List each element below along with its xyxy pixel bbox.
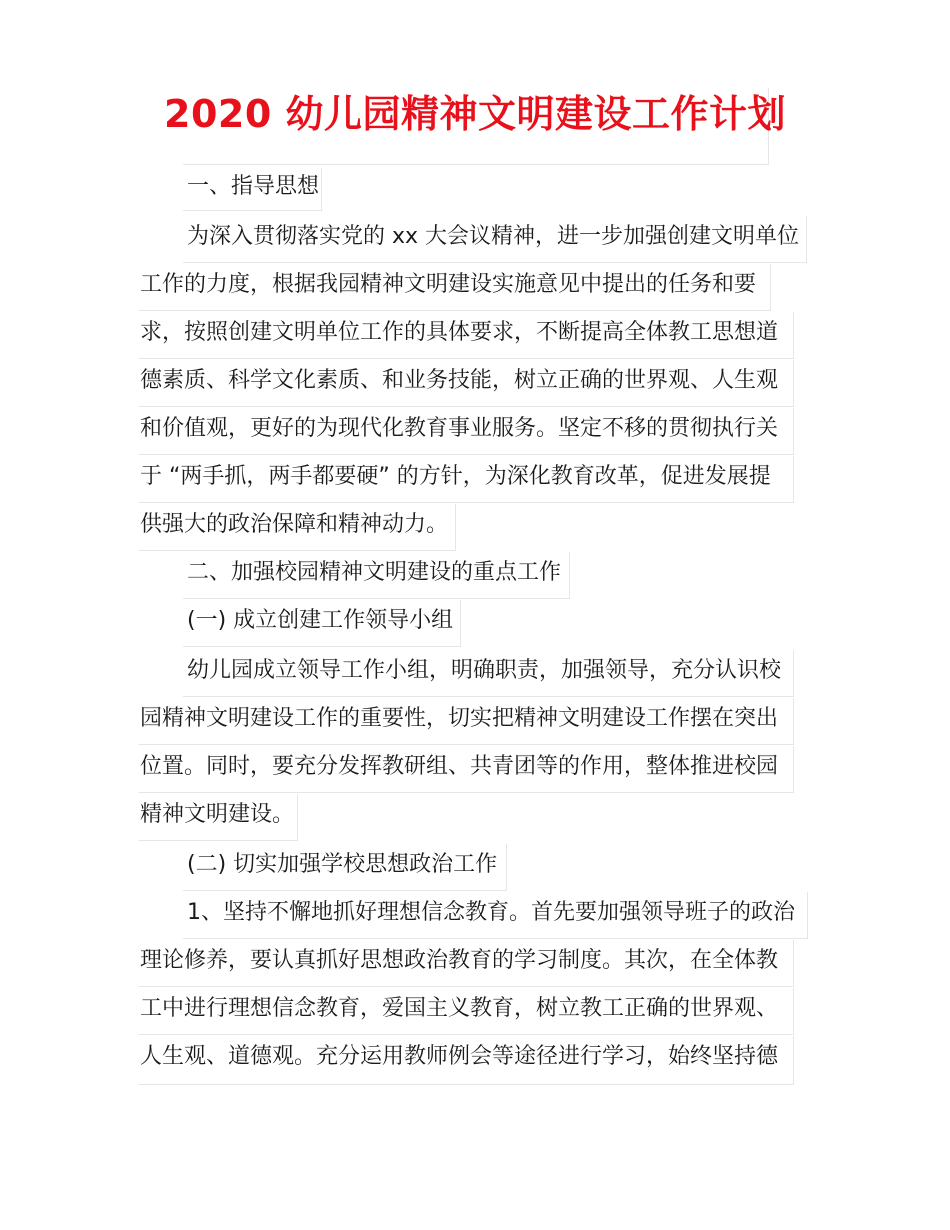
section-heading: 一、指导思想 — [187, 174, 320, 199]
paragraph-line: 人生观、道德观。充分运用教师例会等途径进行学习，始终坚持德 — [140, 1044, 779, 1069]
paragraph-line: 园精神文明建设工作的重要性，切实把精神文明建设工作摆在突出 — [140, 706, 779, 731]
paragraph-line: 于 “两手抓，两手都要硬” 的方针，为深化教育改革，促进发展提 — [140, 464, 771, 489]
paragraph-line: 1、坚持不懈地抓好理想信念教育。首先要加强领导班子的政治 — [187, 900, 795, 925]
paragraph-line: 为深入贯彻落实党的 xx 大会议精神，进一步加强创建文明单位 — [187, 224, 800, 249]
paragraph-line: 幼儿园成立领导工作小组，明确职责，加强领导，充分认识校 — [187, 658, 782, 683]
paragraph-line: 求，按照创建文明单位工作的具体要求，不断提高全体教工思想道 — [140, 320, 779, 345]
paragraph-line: 和价值观，更好的为现代化教育事业服务。坚定不移的贯彻执行关 — [140, 416, 779, 441]
document-title: 2020 幼儿园精神文明建设工作计划 — [164, 92, 786, 136]
paragraph-line: 工中进行理想信念教育，爱国主义教育，树立教工正确的世界观、 — [140, 996, 779, 1021]
paragraph-line: 精神文明建设。 — [140, 802, 295, 827]
paragraph-line: 理论修养，要认真抓好思想政治教育的学习制度。其次，在全体教 — [140, 948, 779, 973]
subsection-heading: (一) 成立创建工作领导小组 — [187, 608, 454, 633]
paragraph-line: 供强大的政治保障和精神动力。 — [140, 512, 449, 537]
paragraph-line: 位置。同时，要充分发挥教研组、共青团等的作用，整体推进校园 — [140, 754, 779, 779]
section-heading: 二、加强校园精神文明建设的重点工作 — [187, 560, 562, 585]
subsection-heading: (二) 切实加强学校思想政治工作 — [187, 852, 498, 877]
paragraph-line: 德素质、科学文化素质、和业务技能，树立正确的世界观、人生观 — [140, 368, 779, 393]
paragraph-line: 工作的力度，根据我园精神文明建设实施意见中提出的任务和要 — [140, 272, 757, 297]
